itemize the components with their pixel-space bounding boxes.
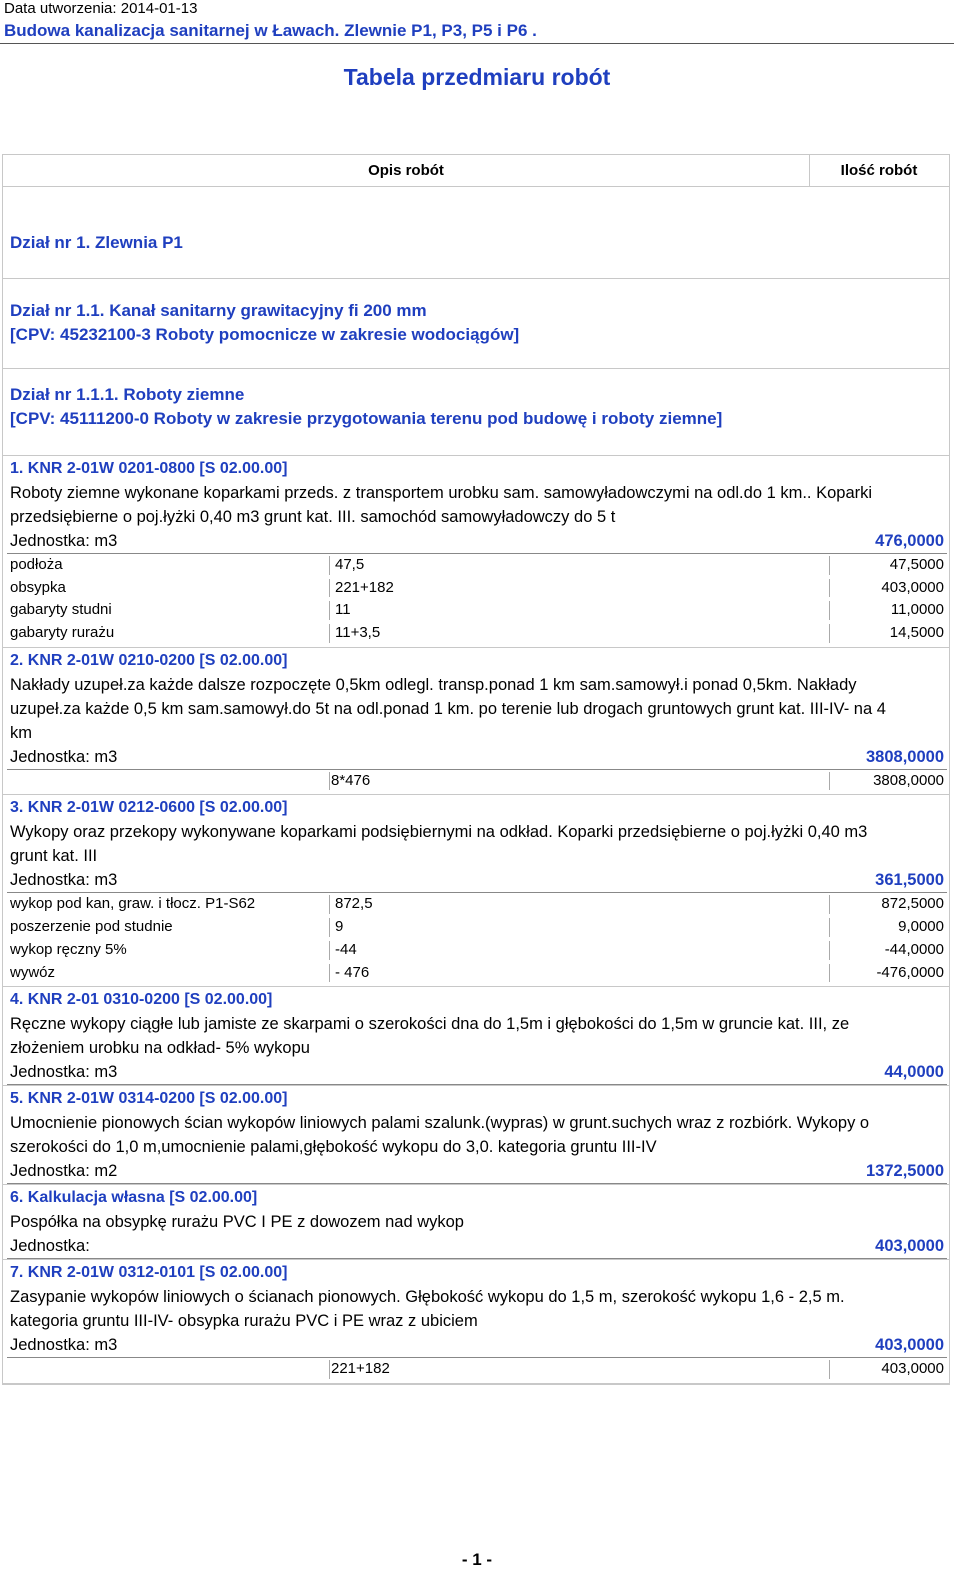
cell-divider bbox=[829, 579, 830, 598]
page-number: - 1 - bbox=[461, 1550, 493, 1569]
unit-row bbox=[3, 1060, 949, 1085]
creation-date: Data utworzenia: 2014-01-13 bbox=[4, 0, 198, 17]
unit-label: Jednostka: bbox=[10, 1237, 90, 1256]
position-item bbox=[3, 795, 949, 987]
position-title: 2. KNR 2-01W 0210-0200 [S 02.00.00] bbox=[10, 651, 288, 669]
position-title: 4. KNR 2-01 0310-0200 [S 02.00.00] bbox=[10, 991, 273, 1009]
calc-expression: 872,5 bbox=[335, 895, 373, 913]
cell-divider bbox=[829, 601, 830, 620]
cell-divider bbox=[829, 772, 830, 791]
position-title: 3. KNR 2-01W 0212-0600 [S 02.00.00] bbox=[10, 799, 288, 817]
position-item bbox=[3, 456, 949, 648]
calc-value: 14,5000 bbox=[889, 624, 944, 642]
description-line: uzupeł.za każde 0,5 km sam.samowył.do 5t na odl.ponad 1 km. po terenie lub drogach gruntowych grunt kat. III-IV- na 4 bbox=[10, 699, 886, 718]
cell-divider bbox=[829, 918, 830, 937]
calc-value: 403,0000 bbox=[881, 1360, 944, 1378]
cell-divider bbox=[829, 895, 830, 914]
calc-value: 872,5000 bbox=[881, 895, 944, 913]
unit-row bbox=[3, 1159, 949, 1184]
position-item bbox=[3, 987, 949, 1086]
unit-label: Jednostka: m3 bbox=[10, 532, 118, 550]
cell-divider bbox=[829, 941, 830, 960]
calc-expression: -44 bbox=[335, 940, 357, 958]
unit-label: Jednostka: m3 bbox=[10, 1063, 118, 1082]
unit-row bbox=[3, 868, 949, 893]
section-line: Dział nr 1.1. Kanał sanitarny grawitacyjny fi 200 mm bbox=[10, 301, 427, 320]
unit-underline bbox=[7, 1183, 947, 1184]
calc-row bbox=[3, 962, 949, 985]
unit-label: Jednostka: m2 bbox=[10, 1162, 118, 1181]
calc-expression: 9 bbox=[335, 918, 344, 936]
section-line: Dział nr 1.1.1. Roboty ziemne bbox=[10, 385, 245, 404]
calc-row bbox=[3, 554, 949, 577]
position-title: 1. KNR 2-01W 0201-0800 [S 02.00.00] bbox=[10, 460, 288, 477]
description-line: Pospółka na obsypkę rurażu PVC I PE z dowozem nad wykop bbox=[10, 1213, 464, 1232]
calc-value: 403,0000 bbox=[881, 578, 944, 596]
calc-label: obsypka bbox=[10, 578, 66, 596]
calc-row bbox=[3, 1358, 949, 1381]
section-list bbox=[3, 187, 949, 456]
unit-row bbox=[3, 1234, 949, 1259]
position-description bbox=[3, 481, 949, 529]
calc-label: podłoża bbox=[10, 556, 63, 573]
header-quantity: Ilość robót bbox=[840, 162, 918, 179]
calc-label: gabaryty studni bbox=[10, 601, 112, 619]
section-heading bbox=[3, 187, 949, 279]
cell-divider bbox=[329, 1360, 330, 1379]
cell-divider bbox=[829, 624, 830, 643]
description-line: Roboty ziemne wykonane koparkami przeds. z transportem urobku sam. samowyładowczymi na odl.do 1 km.. Koparki bbox=[10, 484, 873, 502]
description-line: kategoria gruntu III-IV- obsypka rurażu PVC i PE wraz z ubiciem bbox=[10, 1312, 478, 1331]
description-line: złożeniem urobku na odkład- 5% wykopu bbox=[10, 1039, 310, 1058]
calc-expression: 11+3,5 bbox=[335, 624, 381, 642]
cell-divider bbox=[329, 895, 330, 914]
cell-divider bbox=[329, 918, 330, 937]
calc-value: -476,0000 bbox=[876, 963, 944, 981]
calc-row bbox=[3, 599, 949, 622]
position-item bbox=[3, 1185, 949, 1260]
calc-row bbox=[3, 939, 949, 962]
calc-label: wywóz bbox=[10, 963, 56, 981]
calc-expression: 221+182 bbox=[331, 1360, 390, 1378]
header-divider bbox=[0, 43, 954, 44]
position-item bbox=[3, 648, 949, 796]
description-line: Umocnienie pionowych ścian wykopów liniowych palami szalunk.(wypras) w grunt.suchych wraz z rozbiórk. Wykopy o bbox=[10, 1114, 870, 1133]
table-header bbox=[3, 155, 949, 187]
description-line: Zasypanie wykopów liniowych o ścianach pionowych. Głębokość wykopu do 1,5 m, szerokość wykopu 1,6 - 2,5 m. bbox=[10, 1288, 845, 1307]
cell-divider bbox=[329, 556, 330, 575]
calc-row bbox=[3, 770, 949, 793]
section-line: Dział nr 1. Zlewnia P1 bbox=[10, 233, 183, 252]
cell-divider bbox=[329, 624, 330, 643]
unit-label: Jednostka: m3 bbox=[10, 747, 118, 766]
description-line: km bbox=[10, 723, 32, 742]
section-line: [CPV: 45111200-0 Roboty w zakresie przygotowania terenu pod budowę i roboty ziemne] bbox=[10, 409, 723, 428]
position-item bbox=[3, 1086, 949, 1185]
section-heading bbox=[3, 369, 949, 456]
cell-divider bbox=[329, 601, 330, 620]
cell-divider bbox=[329, 579, 330, 598]
description-line: Ręczne wykopy ciągłe lub jamiste ze skarpami o szerokości dna do 1,5m i głębokości do 1,5m w gruncie kat. III, ze bbox=[10, 1015, 850, 1034]
calc-expression: 8*476 bbox=[331, 771, 371, 789]
calc-label: wykop ręczny 5% bbox=[10, 940, 127, 958]
calc-value: 3808,0000 bbox=[873, 771, 944, 789]
position-description bbox=[3, 1012, 949, 1060]
unit-label: Jednostka: m3 bbox=[10, 1336, 118, 1355]
unit-row bbox=[3, 745, 949, 770]
calc-expression: 47,5 bbox=[335, 556, 365, 573]
quantity-total: 3808,0000 bbox=[866, 747, 944, 766]
position-description bbox=[3, 1285, 949, 1333]
calc-row bbox=[3, 577, 949, 600]
calc-expression: - 476 bbox=[335, 963, 370, 981]
unit-underline bbox=[7, 1258, 947, 1259]
quantity-total: 476,0000 bbox=[875, 532, 944, 550]
calc-label: wykop pod kan, graw. i tłocz. P1-S62 bbox=[10, 895, 256, 913]
section-line: [CPV: 45232100-3 Roboty pomocnicze w zakresie wodociągów] bbox=[10, 325, 520, 344]
quantity-total: 403,0000 bbox=[875, 1336, 944, 1355]
position-description bbox=[3, 1210, 949, 1234]
position-description bbox=[3, 820, 949, 868]
calc-row bbox=[3, 916, 949, 939]
description-line: grunt kat. III bbox=[10, 847, 98, 866]
project-title: Budowa kanalizacja sanitarnej w Ławach. Zlewnie P1, P3, P5 i P6 . bbox=[4, 21, 537, 40]
calc-value: 11,0000 bbox=[890, 601, 944, 619]
calc-expression: 221+182 bbox=[335, 578, 394, 596]
cell-divider bbox=[329, 941, 330, 960]
calc-label: poszerzenie pod studnie bbox=[10, 918, 173, 936]
description-line: Nakłady uzupeł.za każde dalsze rozpoczęte 0,5km odlegl. transp.ponad 1 km sam.samowył.i ponad 0,5km. Nakłady bbox=[10, 675, 857, 694]
unit-label: Jednostka: m3 bbox=[10, 871, 118, 890]
page-title: Tabela przedmiaru robót bbox=[343, 64, 611, 90]
position-description bbox=[3, 1111, 949, 1159]
calc-value: -44,0000 bbox=[884, 940, 944, 958]
unit-row bbox=[3, 1333, 949, 1358]
unit-row bbox=[3, 529, 949, 554]
position-list bbox=[3, 456, 949, 1384]
position-title: 7. KNR 2-01W 0312-0101 [S 02.00.00] bbox=[10, 1264, 288, 1282]
description-line: szerokości do 1,0 m,umocnienie palami,głębokość wykopu do 3,0. kategoria gruntu III-IV bbox=[10, 1138, 657, 1157]
position-description bbox=[3, 673, 949, 745]
position-title: 6. Kalkulacja własna [S 02.00.00] bbox=[10, 1189, 258, 1207]
unit-underline bbox=[7, 1084, 947, 1085]
calc-row bbox=[3, 622, 949, 645]
quantity-total: 361,5000 bbox=[875, 871, 944, 890]
cell-divider bbox=[329, 772, 330, 791]
position-title: 5. KNR 2-01W 0314-0200 [S 02.00.00] bbox=[10, 1090, 288, 1108]
description-line: przedsiębierne o poj.łyżki 0,40 m3 grunt kat. III. samochód samowyładowczy do 5 t bbox=[10, 508, 616, 526]
cell-divider bbox=[829, 556, 830, 575]
section-heading bbox=[3, 279, 949, 369]
description-line: Wykopy oraz przekopy wykonywane koparkami podsiębiernymi na odkład. Koparki przedsiębierne o poj.łyżki 0,40 m3 bbox=[10, 823, 868, 842]
cell-divider bbox=[829, 1360, 830, 1379]
quantity-total: 44,0000 bbox=[884, 1063, 944, 1082]
calc-value: 9,0000 bbox=[898, 918, 944, 936]
works-table bbox=[2, 154, 950, 1385]
cell-divider bbox=[329, 964, 330, 983]
header-description: Opis robót bbox=[3, 155, 810, 186]
calc-label: gabaryty rurażu bbox=[10, 624, 115, 642]
cell-divider bbox=[829, 964, 830, 983]
quantity-total: 1372,5000 bbox=[866, 1162, 944, 1181]
position-item bbox=[3, 1260, 949, 1384]
quantity-total: 403,0000 bbox=[875, 1237, 944, 1256]
calc-row bbox=[3, 893, 949, 916]
calc-expression: 11 bbox=[335, 601, 351, 619]
calc-value: 47,5000 bbox=[889, 556, 944, 573]
